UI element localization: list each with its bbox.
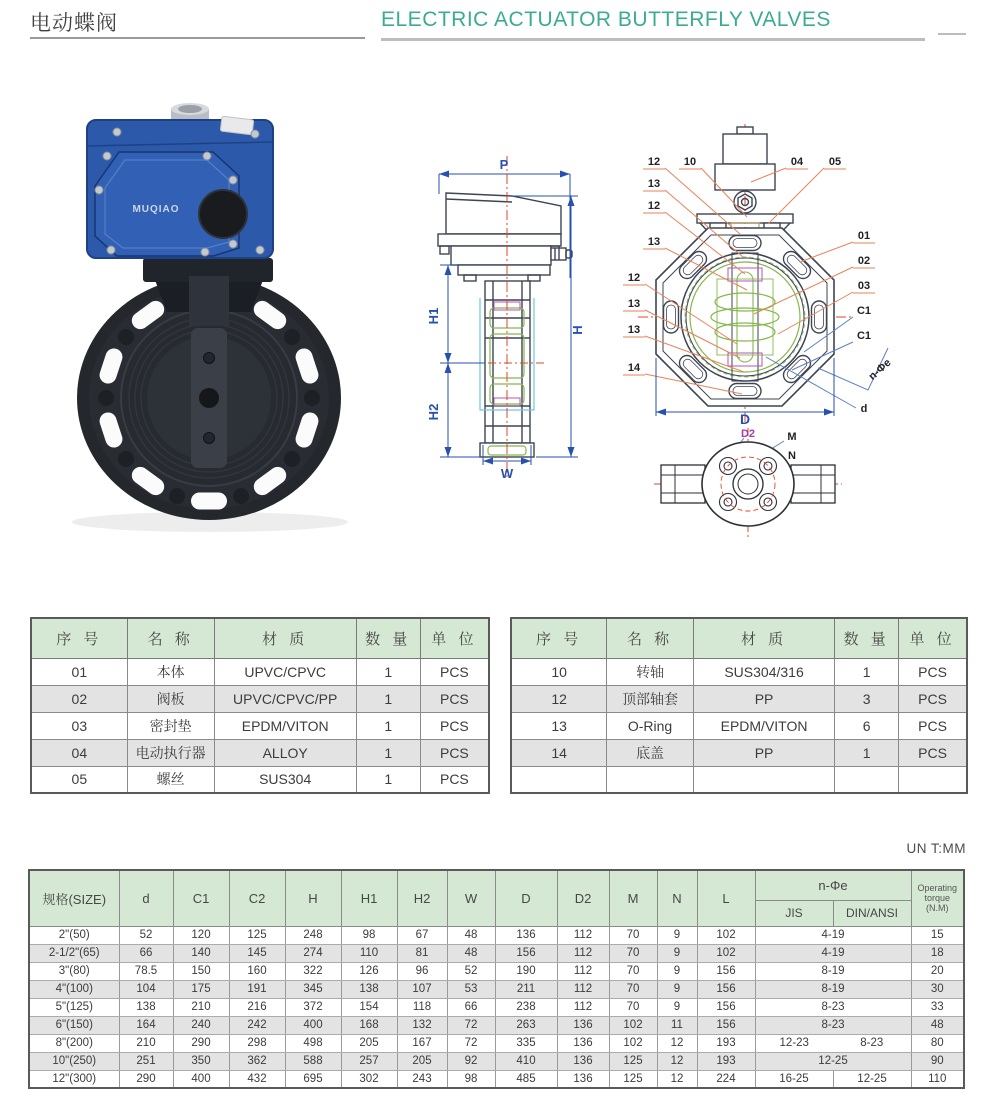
table-cell: 263 bbox=[495, 1016, 557, 1034]
nphe-din-cell: 12-25 bbox=[833, 1070, 911, 1088]
column-header: 数 量 bbox=[356, 618, 420, 658]
header-row bbox=[511, 618, 967, 658]
table-cell: 4"(100) bbox=[29, 980, 119, 998]
column-header: D2 bbox=[557, 870, 609, 926]
sub-column-header: DIN/ANSI bbox=[833, 900, 911, 926]
table-cell: 52 bbox=[447, 962, 495, 980]
table-cell: O-Ring bbox=[607, 712, 694, 739]
table-cell: 1 bbox=[356, 712, 420, 739]
table-cell: 156 bbox=[697, 962, 755, 980]
table-cell: 78.5 bbox=[119, 962, 173, 980]
table-cell: SUS304 bbox=[214, 766, 356, 793]
table-row bbox=[511, 658, 967, 685]
bore-label: d bbox=[860, 403, 868, 415]
torque-cell: 80 bbox=[911, 1034, 964, 1052]
dim-label-h2: H2 bbox=[426, 403, 441, 421]
table-cell: 52 bbox=[119, 926, 173, 944]
table-cell: 168 bbox=[341, 1016, 397, 1034]
table-cell: 485 bbox=[495, 1070, 557, 1088]
callout-12-top: 12 bbox=[647, 156, 661, 168]
callout-01: 01 bbox=[857, 230, 871, 242]
table-cell: 1 bbox=[356, 766, 420, 793]
table-cell: 400 bbox=[173, 1070, 229, 1088]
side-view-drawing bbox=[418, 148, 626, 496]
nphe-jis-cell: 16-25 bbox=[755, 1070, 833, 1088]
table-cell: 8"(200) bbox=[29, 1034, 119, 1052]
callout-c1-b: C1 bbox=[856, 330, 872, 342]
callout-02: 02 bbox=[857, 255, 871, 267]
table-cell: 290 bbox=[119, 1070, 173, 1088]
table-cell: 顶部轴套 bbox=[607, 685, 694, 712]
table-cell: 72 bbox=[447, 1034, 495, 1052]
table-cell: 1 bbox=[835, 658, 899, 685]
table-cell: 9 bbox=[657, 926, 697, 944]
torque-header: Operating torque (N.M) bbox=[911, 870, 964, 926]
table-cell: 70 bbox=[609, 926, 657, 944]
table-cell: 98 bbox=[341, 926, 397, 944]
table-cell: 432 bbox=[229, 1070, 285, 1088]
nphe-din-cell: 8-23 bbox=[833, 1034, 911, 1052]
table-cell: PCS bbox=[899, 658, 967, 685]
table-cell: 12 bbox=[657, 1070, 697, 1088]
table-cell: PCS bbox=[420, 766, 489, 793]
column-header: C1 bbox=[173, 870, 229, 926]
table-row bbox=[29, 998, 964, 1016]
table-cell: EPDM/VITON bbox=[693, 712, 834, 739]
column-header: 材 质 bbox=[214, 618, 356, 658]
callout-04: 04 bbox=[790, 156, 804, 168]
table-cell: PCS bbox=[899, 712, 967, 739]
table-cell: 13 bbox=[511, 712, 607, 739]
table-cell: 335 bbox=[495, 1034, 557, 1052]
dim-label-w: W bbox=[500, 466, 514, 481]
table-cell: ALLOY bbox=[214, 739, 356, 766]
table-cell: 160 bbox=[229, 962, 285, 980]
table-cell: 1 bbox=[835, 739, 899, 766]
table-cell: 转轴 bbox=[607, 658, 694, 685]
callout-c1-a: C1 bbox=[856, 305, 872, 317]
callout-13-a: 13 bbox=[647, 178, 661, 190]
table-cell: 138 bbox=[119, 998, 173, 1016]
nphe-jis-cell: 12-23 bbox=[755, 1034, 833, 1052]
front-view-drawing bbox=[620, 122, 960, 572]
table-cell: 11 bbox=[657, 1016, 697, 1034]
torque-cell: 110 bbox=[911, 1070, 964, 1088]
table-cell bbox=[899, 766, 967, 793]
callout-03: 03 bbox=[857, 280, 871, 292]
callout-05: 05 bbox=[828, 156, 842, 168]
table-cell: 112 bbox=[557, 998, 609, 1016]
dim-label-h: H bbox=[570, 325, 585, 335]
nphe-cell: 8-23 bbox=[755, 1016, 911, 1034]
label-sticker bbox=[220, 116, 254, 135]
column-header: W bbox=[447, 870, 495, 926]
table-cell: 126 bbox=[341, 962, 397, 980]
torque-cell: 33 bbox=[911, 998, 964, 1016]
table-cell: 120 bbox=[173, 926, 229, 944]
table-cell: 5"(125) bbox=[29, 998, 119, 1016]
column-header: 序 号 bbox=[31, 618, 127, 658]
table-cell: 118 bbox=[397, 998, 447, 1016]
table-cell: 102 bbox=[609, 1016, 657, 1034]
nphe-cell: 4-19 bbox=[755, 944, 911, 962]
table-cell: 248 bbox=[285, 926, 341, 944]
torque-cell: 15 bbox=[911, 926, 964, 944]
table-cell bbox=[835, 766, 899, 793]
column-header: 数 量 bbox=[835, 618, 899, 658]
table-cell: 本体 bbox=[127, 658, 214, 685]
table-cell: 210 bbox=[119, 1034, 173, 1052]
column-header: N bbox=[657, 870, 697, 926]
table-cell: 9 bbox=[657, 980, 697, 998]
table-cell: 70 bbox=[609, 962, 657, 980]
nphe-cell: 12-25 bbox=[755, 1052, 911, 1070]
table-cell: 125 bbox=[609, 1070, 657, 1088]
page-title-en: ELECTRIC ACTUATOR BUTTERFLY VALVES bbox=[381, 8, 831, 31]
table-cell: 150 bbox=[173, 962, 229, 980]
callout-13-c: 13 bbox=[627, 298, 641, 310]
table-cell: 322 bbox=[285, 962, 341, 980]
table-cell: 205 bbox=[397, 1052, 447, 1070]
torque-cell: 90 bbox=[911, 1052, 964, 1070]
table-row bbox=[29, 1034, 964, 1052]
table-row bbox=[29, 980, 964, 998]
table-row bbox=[31, 685, 489, 712]
table-cell: PP bbox=[693, 685, 834, 712]
nphe-cell: 4-19 bbox=[755, 926, 911, 944]
table-cell: PP bbox=[693, 739, 834, 766]
nphe-cell: 8-19 bbox=[755, 962, 911, 980]
table-cell: 53 bbox=[447, 980, 495, 998]
table-cell: PCS bbox=[420, 658, 489, 685]
table-cell: 96 bbox=[397, 962, 447, 980]
table-row bbox=[31, 658, 489, 685]
flange-view bbox=[661, 442, 835, 526]
table-cell: 136 bbox=[557, 1070, 609, 1088]
table-cell: 140 bbox=[173, 944, 229, 962]
table-cell: 48 bbox=[447, 944, 495, 962]
callout-13-d: 13 bbox=[627, 324, 641, 336]
table-cell: 193 bbox=[697, 1052, 755, 1070]
table-cell: 01 bbox=[31, 658, 127, 685]
table-cell: 03 bbox=[31, 712, 127, 739]
nphe-cell: 8-23 bbox=[755, 998, 911, 1016]
callout-10: 10 bbox=[683, 156, 697, 168]
table-cell: 05 bbox=[31, 766, 127, 793]
callout-12-b: 12 bbox=[647, 200, 661, 212]
table-cell: 350 bbox=[173, 1052, 229, 1070]
table-cell: 48 bbox=[447, 926, 495, 944]
table-cell: 136 bbox=[495, 926, 557, 944]
column-header: 单 位 bbox=[899, 618, 967, 658]
table-cell: 螺丝 bbox=[127, 766, 214, 793]
table-cell: 102 bbox=[697, 926, 755, 944]
table-row bbox=[29, 1070, 964, 1088]
table-cell: 1 bbox=[356, 658, 420, 685]
column-header: H bbox=[285, 870, 341, 926]
table-cell: 695 bbox=[285, 1070, 341, 1088]
table-cell bbox=[607, 766, 694, 793]
sub-column-header: JIS bbox=[755, 900, 833, 926]
table-cell: 238 bbox=[495, 998, 557, 1016]
valve-outline bbox=[438, 193, 572, 457]
column-header: D bbox=[495, 870, 557, 926]
electric-actuator bbox=[87, 103, 273, 258]
table-cell: 6 bbox=[835, 712, 899, 739]
table-cell: 81 bbox=[397, 944, 447, 962]
table-cell: 290 bbox=[173, 1034, 229, 1052]
table-cell: 70 bbox=[609, 998, 657, 1016]
table-cell: 底盖 bbox=[607, 739, 694, 766]
table-cell: 3 bbox=[835, 685, 899, 712]
table-cell: 104 bbox=[119, 980, 173, 998]
table-cell: 193 bbox=[697, 1034, 755, 1052]
table-cell: 66 bbox=[447, 998, 495, 1016]
title-en-underline bbox=[381, 38, 925, 41]
table-cell: 02 bbox=[31, 685, 127, 712]
table-cell: 175 bbox=[173, 980, 229, 998]
table-cell: EPDM/VITON bbox=[214, 712, 356, 739]
table-cell: 190 bbox=[495, 962, 557, 980]
actuator-mount-outline bbox=[697, 127, 793, 238]
table-row bbox=[31, 766, 489, 793]
table-cell: 阀板 bbox=[127, 685, 214, 712]
table-cell: 242 bbox=[229, 1016, 285, 1034]
table-cell: 1 bbox=[356, 685, 420, 712]
dimension-table bbox=[28, 869, 965, 1089]
table-cell: UPVC/CPVC/PP bbox=[214, 685, 356, 712]
table-cell: SUS304/316 bbox=[693, 658, 834, 685]
table-cell: 167 bbox=[397, 1034, 447, 1052]
column-header: 名 称 bbox=[127, 618, 214, 658]
group-header: n-Φe bbox=[755, 870, 911, 900]
table-cell: 136 bbox=[557, 1052, 609, 1070]
table-cell: 164 bbox=[119, 1016, 173, 1034]
table-cell: 216 bbox=[229, 998, 285, 1016]
product-photo bbox=[55, 90, 365, 535]
table-row bbox=[29, 944, 964, 962]
table-cell: 138 bbox=[341, 980, 397, 998]
table-cell: 125 bbox=[229, 926, 285, 944]
table-cell: 14 bbox=[511, 739, 607, 766]
table-cell: 156 bbox=[697, 1016, 755, 1034]
table-cell: 345 bbox=[285, 980, 341, 998]
dim-label-m: M bbox=[787, 431, 797, 443]
hole-spec-label: n-Φe bbox=[866, 356, 894, 383]
unit-note: UN T:MM bbox=[906, 841, 966, 856]
table-cell: 274 bbox=[285, 944, 341, 962]
table-cell: 102 bbox=[609, 1034, 657, 1052]
table-cell: 72 bbox=[447, 1016, 495, 1034]
column-header: H2 bbox=[397, 870, 447, 926]
table-cell: 12 bbox=[657, 1052, 697, 1070]
table-row bbox=[31, 712, 489, 739]
table-cell: 110 bbox=[341, 944, 397, 962]
column-header: L bbox=[697, 870, 755, 926]
torque-cell: 48 bbox=[911, 1016, 964, 1034]
table-cell: 67 bbox=[397, 926, 447, 944]
table-cell: 9 bbox=[657, 944, 697, 962]
title-corner-rule bbox=[938, 33, 966, 35]
table-cell: PCS bbox=[420, 739, 489, 766]
table-cell: 12"(300) bbox=[29, 1070, 119, 1088]
callout-13-b: 13 bbox=[647, 236, 661, 248]
table-cell: 211 bbox=[495, 980, 557, 998]
torque-cell: 18 bbox=[911, 944, 964, 962]
table-row bbox=[29, 962, 964, 980]
dim-label-d2: D2 bbox=[740, 428, 756, 440]
header-row bbox=[29, 870, 964, 900]
table-cell: 251 bbox=[119, 1052, 173, 1070]
column-header: M bbox=[609, 870, 657, 926]
table-cell: 362 bbox=[229, 1052, 285, 1070]
table-cell: 6"(150) bbox=[29, 1016, 119, 1034]
table-cell: 257 bbox=[341, 1052, 397, 1070]
table-cell: 3"(80) bbox=[29, 962, 119, 980]
column-header: 材 质 bbox=[693, 618, 834, 658]
dim-label-d: D bbox=[739, 411, 751, 427]
table-row bbox=[511, 766, 967, 793]
table-row bbox=[511, 739, 967, 766]
nphe-cell: 8-19 bbox=[755, 980, 911, 998]
table-cell: 136 bbox=[557, 1016, 609, 1034]
column-header: 名 称 bbox=[607, 618, 694, 658]
table-cell: 12 bbox=[657, 1034, 697, 1052]
table-row bbox=[511, 685, 967, 712]
column-header: 序 号 bbox=[511, 618, 607, 658]
table-cell: 04 bbox=[31, 739, 127, 766]
page-title-cn: 电动蝶阀 bbox=[30, 12, 118, 35]
table-cell: 密封垫 bbox=[127, 712, 214, 739]
table-cell: 400 bbox=[285, 1016, 341, 1034]
table-cell bbox=[693, 766, 834, 793]
header-row bbox=[31, 618, 489, 658]
callout-14: 14 bbox=[627, 362, 641, 374]
table-cell: 10"(250) bbox=[29, 1052, 119, 1070]
table-cell: PCS bbox=[420, 712, 489, 739]
column-header: C2 bbox=[229, 870, 285, 926]
table-cell bbox=[511, 766, 607, 793]
column-header: H1 bbox=[341, 870, 397, 926]
dim-label-p: P bbox=[499, 157, 509, 172]
torque-cell: 20 bbox=[911, 962, 964, 980]
table-cell: 243 bbox=[397, 1070, 447, 1088]
table-row bbox=[29, 1016, 964, 1034]
torque-cell: 30 bbox=[911, 980, 964, 998]
table-row bbox=[29, 1052, 964, 1070]
table-cell: 132 bbox=[397, 1016, 447, 1034]
table-cell: 240 bbox=[173, 1016, 229, 1034]
table-cell: 224 bbox=[697, 1070, 755, 1088]
table-cell: 2"(50) bbox=[29, 926, 119, 944]
table-cell: 136 bbox=[557, 1034, 609, 1052]
table-cell: 112 bbox=[557, 926, 609, 944]
table-cell: 302 bbox=[341, 1070, 397, 1088]
parts-table-left bbox=[30, 617, 490, 794]
dim-label-h1: H1 bbox=[426, 307, 441, 325]
table-cell: 98 bbox=[447, 1070, 495, 1088]
table-cell: 2-1/2"(65) bbox=[29, 944, 119, 962]
table-cell: 156 bbox=[495, 944, 557, 962]
table-cell: 112 bbox=[557, 980, 609, 998]
table-cell: 191 bbox=[229, 980, 285, 998]
table-cell: 102 bbox=[697, 944, 755, 962]
table-row bbox=[511, 712, 967, 739]
table-cell: 156 bbox=[697, 998, 755, 1016]
table-cell: 210 bbox=[173, 998, 229, 1016]
table-cell: 372 bbox=[285, 998, 341, 1016]
table-cell: 107 bbox=[397, 980, 447, 998]
table-cell: UPVC/CPVC bbox=[214, 658, 356, 685]
column-header: d bbox=[119, 870, 173, 926]
table-cell: 498 bbox=[285, 1034, 341, 1052]
table-cell: 125 bbox=[609, 1052, 657, 1070]
table-cell: 588 bbox=[285, 1052, 341, 1070]
table-cell: 112 bbox=[557, 962, 609, 980]
bore-and-disc bbox=[681, 253, 809, 381]
table-cell: PCS bbox=[899, 739, 967, 766]
table-cell: 112 bbox=[557, 944, 609, 962]
column-header: 单 位 bbox=[420, 618, 489, 658]
table-cell: 66 bbox=[119, 944, 173, 962]
table-cell: 145 bbox=[229, 944, 285, 962]
dim-label-n: N bbox=[788, 450, 796, 462]
table-cell: 205 bbox=[341, 1034, 397, 1052]
table-row bbox=[29, 926, 964, 944]
table-cell: 70 bbox=[609, 980, 657, 998]
table-cell: 电动执行器 bbox=[127, 739, 214, 766]
column-header: 规格(SIZE) bbox=[29, 870, 119, 926]
table-cell: 10 bbox=[511, 658, 607, 685]
brand-label: MUQIAO bbox=[132, 204, 180, 215]
table-cell: 410 bbox=[495, 1052, 557, 1070]
table-cell: 154 bbox=[341, 998, 397, 1016]
table-cell: 1 bbox=[356, 739, 420, 766]
table-cell: 12 bbox=[511, 685, 607, 712]
title-cn-underline bbox=[30, 37, 365, 39]
table-cell: 9 bbox=[657, 998, 697, 1016]
parts-table-right bbox=[510, 617, 968, 794]
table-cell: 9 bbox=[657, 962, 697, 980]
table-cell: PCS bbox=[899, 685, 967, 712]
callout-12-c: 12 bbox=[627, 272, 641, 284]
table-cell: 298 bbox=[229, 1034, 285, 1052]
table-cell: 92 bbox=[447, 1052, 495, 1070]
table-row bbox=[31, 739, 489, 766]
table-cell: PCS bbox=[420, 685, 489, 712]
table-cell: 70 bbox=[609, 944, 657, 962]
table-cell: 156 bbox=[697, 980, 755, 998]
